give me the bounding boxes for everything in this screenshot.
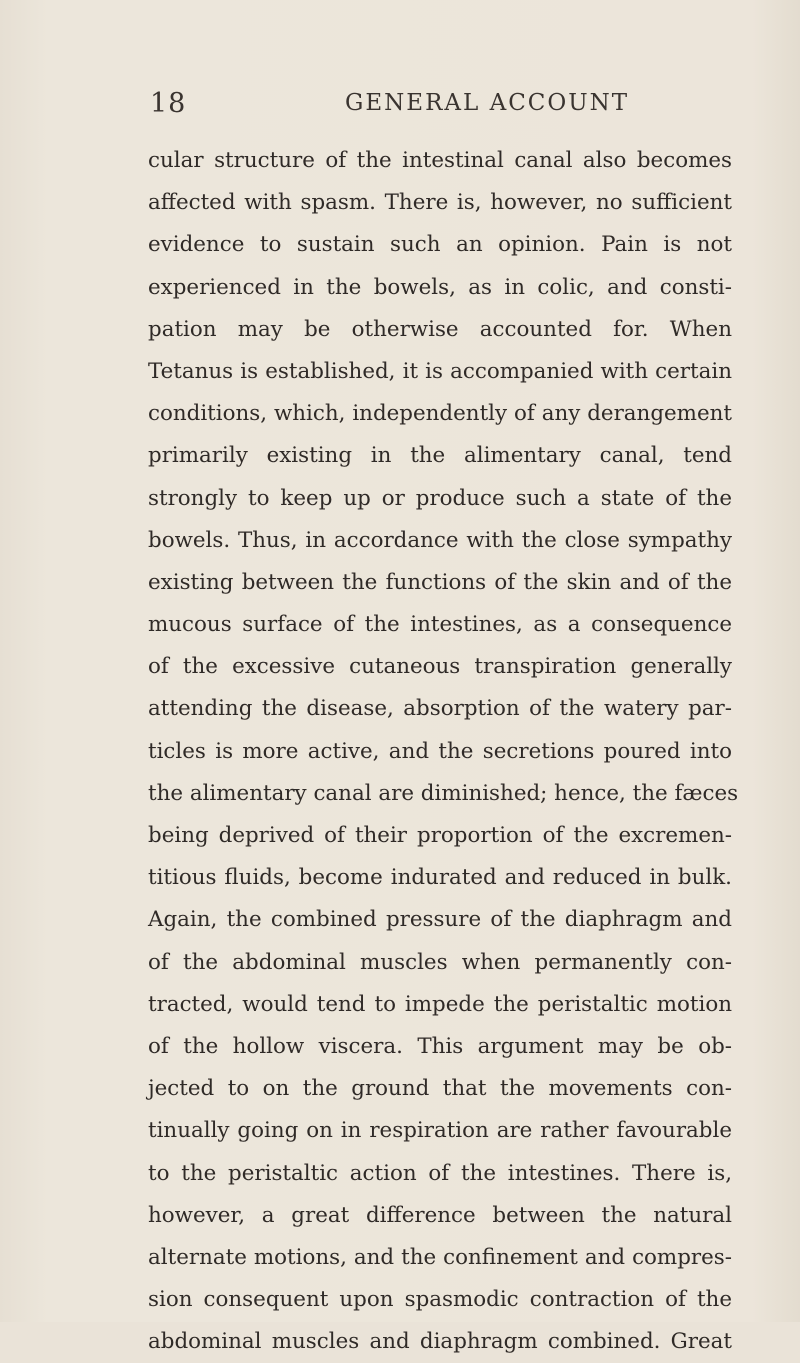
text-line: to the peristaltic action of the intestines. There is, — [148, 1160, 732, 1186]
text-line: sion consequent upon spasmodic contraction of the — [148, 1287, 732, 1313]
text-line: of the abdominal muscles when permanently con- — [148, 949, 732, 975]
text-line: Again, the combined pressure of the diaphragm and — [148, 907, 732, 933]
page-header — [150, 88, 750, 128]
text-line: cular structure of the intestinal canal also becomes — [148, 148, 732, 173]
text-line: affected with spasm. There is, however, no sufficient — [148, 190, 732, 216]
running-head: GENERAL ACCOUNT — [345, 90, 630, 116]
text-line: attending the disease, absorption of the watery par- — [148, 696, 732, 722]
text-line: evidence to sustain such an opinion. Pain is not — [148, 232, 732, 258]
text-line: jected to on the ground that the movements con- — [148, 1076, 732, 1102]
text-line: alternate motions, and the confinement and compres- — [148, 1244, 732, 1270]
text-line: strongly to keep up or produce such a state of the — [148, 485, 732, 511]
text-line: experienced in the bowels, as in colic, and consti- — [148, 274, 732, 300]
text-line: titious fluids, become indurated and reduced in bulk. — [148, 865, 732, 891]
text-line: mucous surface of the intestines, as a consequence — [148, 612, 732, 638]
text-line: being deprived of their proportion of the excremen- — [148, 823, 732, 848]
text-line: Tetanus is established, it is accompanied with certain — [148, 358, 732, 384]
text-line: existing between the functions of the skin and of the — [148, 569, 732, 595]
text-line: however, a great difference between the natural — [148, 1202, 732, 1228]
page-number: 18 — [150, 88, 187, 119]
text-line: bowels. Thus, in accordance with the close sympathy — [148, 527, 732, 553]
text-line: conditions, which, independently of any derangement — [148, 401, 732, 427]
text-line: abdominal muscles and diaphragm combined. Great — [148, 1329, 732, 1355]
text-line: primarily existing in the alimentary canal, tend — [148, 443, 732, 469]
text-line: pation may be otherwise accounted for. When — [148, 316, 732, 342]
text-line: tinually going on in respiration are rather favourable — [148, 1118, 732, 1144]
text-line: ticles is more active, and the secretions poured into — [148, 738, 732, 764]
text-line: the alimentary canal are diminished; hence, the fæces — [148, 780, 739, 806]
text-line: of the hollow viscera. This argument may be ob- — [148, 1033, 732, 1059]
text-line: of the excessive cutaneous transpiration generally — [148, 654, 732, 680]
text-line: tracted, would tend to impede the peristaltic motion — [148, 991, 732, 1017]
body-text — [148, 140, 739, 1363]
